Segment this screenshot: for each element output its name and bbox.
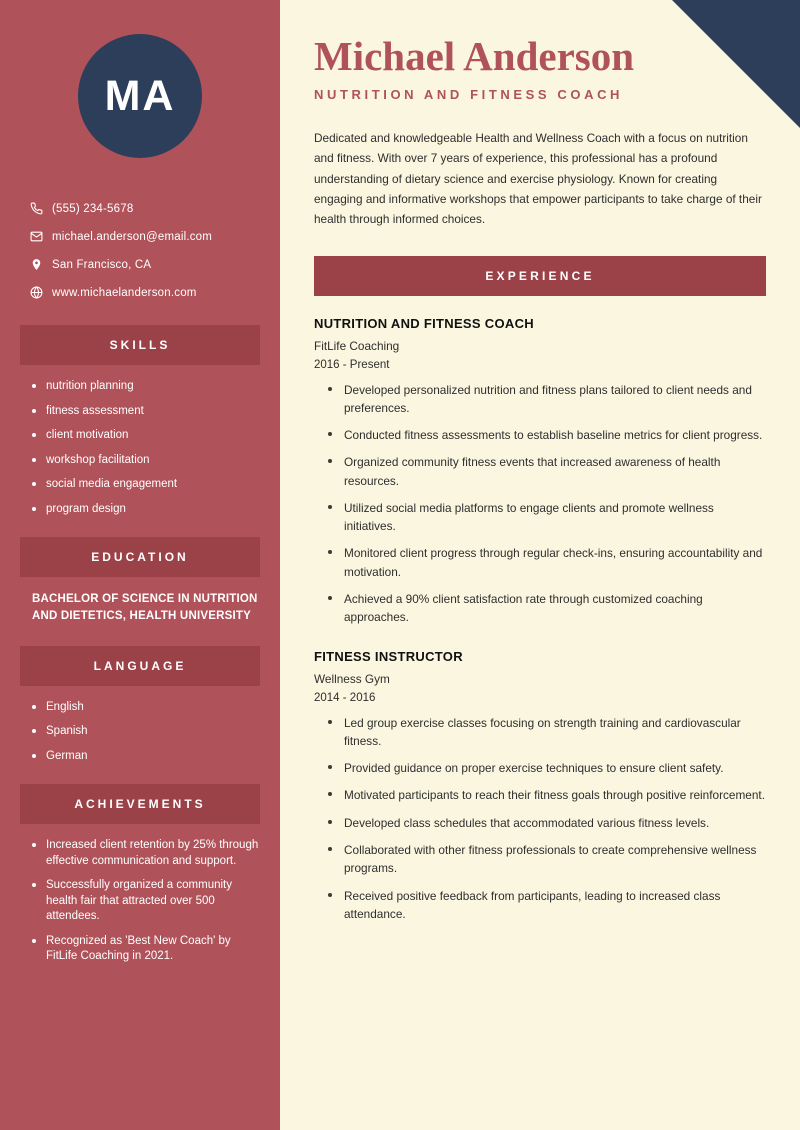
achievements-heading: ACHIEVEMENTS <box>20 784 260 824</box>
location-icon <box>30 258 52 271</box>
list-item: client motivation <box>32 428 260 444</box>
language-list <box>32 700 260 765</box>
sidebar <box>0 0 280 1130</box>
job-role-subtitle: NUTRITION AND FITNESS COACH <box>314 87 624 103</box>
contact-item-website[interactable] <box>30 286 260 299</box>
experience-entry <box>314 316 766 627</box>
experience-entry <box>314 649 766 924</box>
experience-bullets <box>328 714 766 924</box>
contact-phone-text: (555) 234-5678 <box>52 202 134 215</box>
experience-title: FITNESS INSTRUCTOR <box>314 648 463 664</box>
list-item: Achieved a 90% client satisfaction rate through customized coaching approaches. <box>328 590 766 627</box>
list-item: social media engagement <box>32 477 260 493</box>
list-item: German <box>32 749 260 765</box>
achievements-section <box>20 784 260 965</box>
list-item: Monitored client progress through regular check-ins, ensuring accountability and motivation. <box>328 544 766 581</box>
list-item: Spanish <box>32 724 260 740</box>
contact-location-text: San Francisco, CA <box>52 258 152 271</box>
list-item: English <box>32 700 260 716</box>
contact-email-text: michael.anderson@email.com <box>52 230 213 243</box>
globe-icon <box>30 286 52 299</box>
list-item: Led group exercise classes focusing on strength training and cardiovascular fitness. <box>328 714 766 751</box>
contact-item-location[interactable] <box>30 258 260 271</box>
contact-list <box>30 202 260 299</box>
list-item: Increased client retention by 25% through effective communication and support. <box>32 838 260 869</box>
contact-item-email[interactable] <box>30 230 260 243</box>
page-title: Michael Anderson <box>314 33 635 79</box>
experience-title: NUTRITION AND FITNESS COACH <box>314 315 534 331</box>
list-item: Motivated participants to reach their fitness goals through positive reinforcement. <box>328 786 766 804</box>
education-entry: BACHELOR OF SCIENCE IN NUTRITION AND DIETETICS, HEALTH UNIVERSITY <box>32 593 258 623</box>
list-item: workshop facilitation <box>32 453 260 469</box>
list-item: fitness assessment <box>32 404 260 420</box>
list-item: Conducted fitness assessments to establish baseline metrics for client progress. <box>328 426 766 444</box>
contact-website-text: www.michaelanderson.com <box>52 286 197 299</box>
experience-bullets <box>328 381 766 627</box>
language-heading: LANGUAGE <box>20 646 260 686</box>
list-item: Recognized as 'Best New Coach' by FitLife Coaching in 2021. <box>32 934 260 965</box>
skills-section <box>20 325 260 517</box>
list-item: Developed class schedules that accommodated various fitness levels. <box>328 814 766 832</box>
list-item: Successfully organized a community health fair that attracted over 500 attendees. <box>32 878 260 925</box>
language-section <box>20 646 260 765</box>
experience-heading: EXPERIENCE <box>314 256 766 296</box>
education-section <box>20 537 260 626</box>
experience-dates: 2016 - Present <box>314 358 390 371</box>
experience-company: Wellness Gym <box>314 671 390 686</box>
experience-company: FitLife Coaching <box>314 338 400 353</box>
list-item: Provided guidance on proper exercise techniques to ensure client safety. <box>328 759 766 777</box>
list-item: nutrition planning <box>32 379 260 395</box>
contact-item-phone[interactable] <box>30 202 260 215</box>
email-icon <box>30 230 52 243</box>
main-content <box>280 0 800 1130</box>
list-item: Developed personalized nutrition and fitness plans tailored to client needs and preferences. <box>328 381 766 418</box>
skills-heading: SKILLS <box>20 325 260 365</box>
profile-summary: Dedicated and knowledgeable Health and Wellness Coach with a focus on nutrition and fitness. With over 7 years of experience, this professional has a profound understanding of dietary science and exercise physiology. Known for creating engaging and informative workshops that empower participants to take charge of their health through informed choices. <box>314 131 762 227</box>
list-item: Received positive feedback from participants, leading to increased class attendance. <box>328 887 766 924</box>
list-item: Organized community fitness events that increased awareness of health resources. <box>328 453 766 490</box>
avatar: MA <box>78 34 202 158</box>
education-heading: EDUCATION <box>20 537 260 577</box>
experience-dates: 2014 - 2016 <box>314 691 376 704</box>
achievements-list <box>32 838 260 965</box>
list-item: Utilized social media platforms to engage clients and promote wellness initiatives. <box>328 499 766 536</box>
list-item: program design <box>32 502 260 518</box>
phone-icon <box>30 202 52 215</box>
list-item: Collaborated with other fitness professionals to create comprehensive wellness programs. <box>328 841 766 878</box>
skills-list <box>32 379 260 517</box>
avatar-wrapper <box>20 34 260 158</box>
